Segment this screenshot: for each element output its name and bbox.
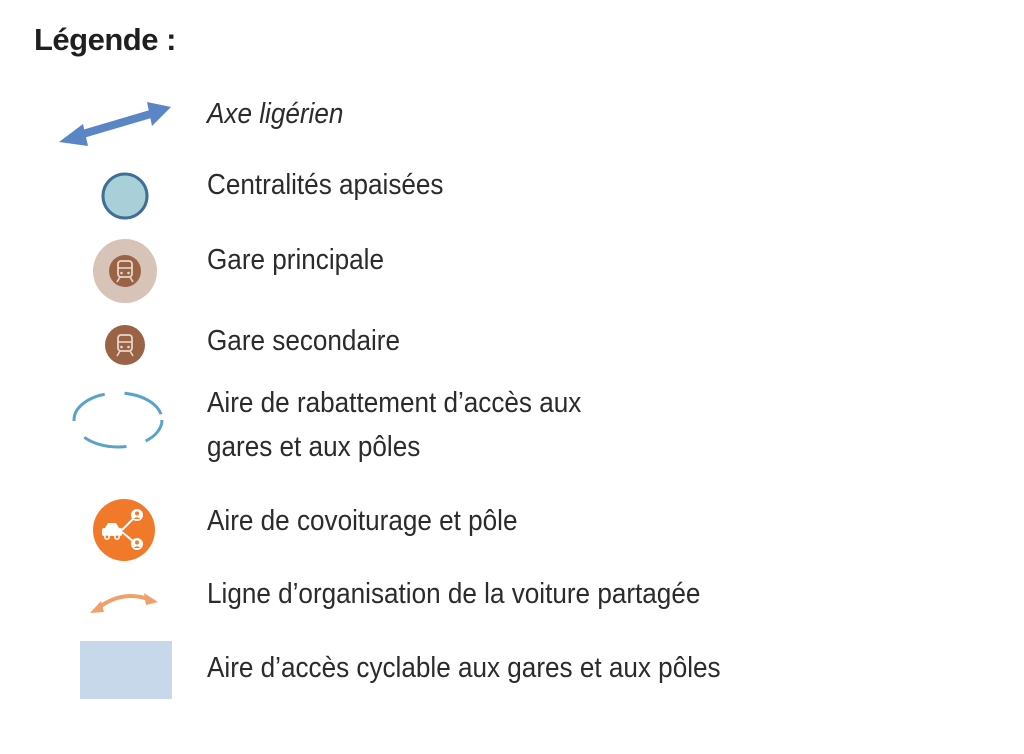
legend-label-gare-principale: Gare principale [207, 244, 384, 276]
double-arrow-icon [56, 98, 174, 150]
legend-label-aire-cyclable: Aire d’accès cyclable aux gares et aux pôles [207, 652, 721, 684]
dashed-ellipse-icon [70, 388, 166, 452]
legend-label-gare-secondaire: Gare secondaire [207, 325, 400, 357]
train-icon [92, 238, 158, 304]
legend-label-centralites: Centralités apaisées [207, 169, 444, 201]
circle-icon [100, 171, 150, 221]
curved-double-arrow-icon [86, 584, 162, 618]
legend-title: Légende : [34, 22, 176, 57]
rectangle-icon [80, 641, 172, 699]
train-icon [104, 324, 146, 366]
legend-label-axe-ligerien: Axe ligérien [207, 98, 344, 130]
legend-label-covoiturage: Aire de covoiturage et pôle [207, 505, 518, 537]
legend-label-aire-rabattement-line2: gares et aux pôles [207, 431, 421, 463]
carpool-icon [92, 498, 156, 562]
legend-label-aire-rabattement-line1: Aire de rabattement d’accès aux [207, 387, 582, 419]
legend-label-ligne-voiture-partagee: Ligne d’organisation de la voiture partagée [207, 578, 701, 610]
